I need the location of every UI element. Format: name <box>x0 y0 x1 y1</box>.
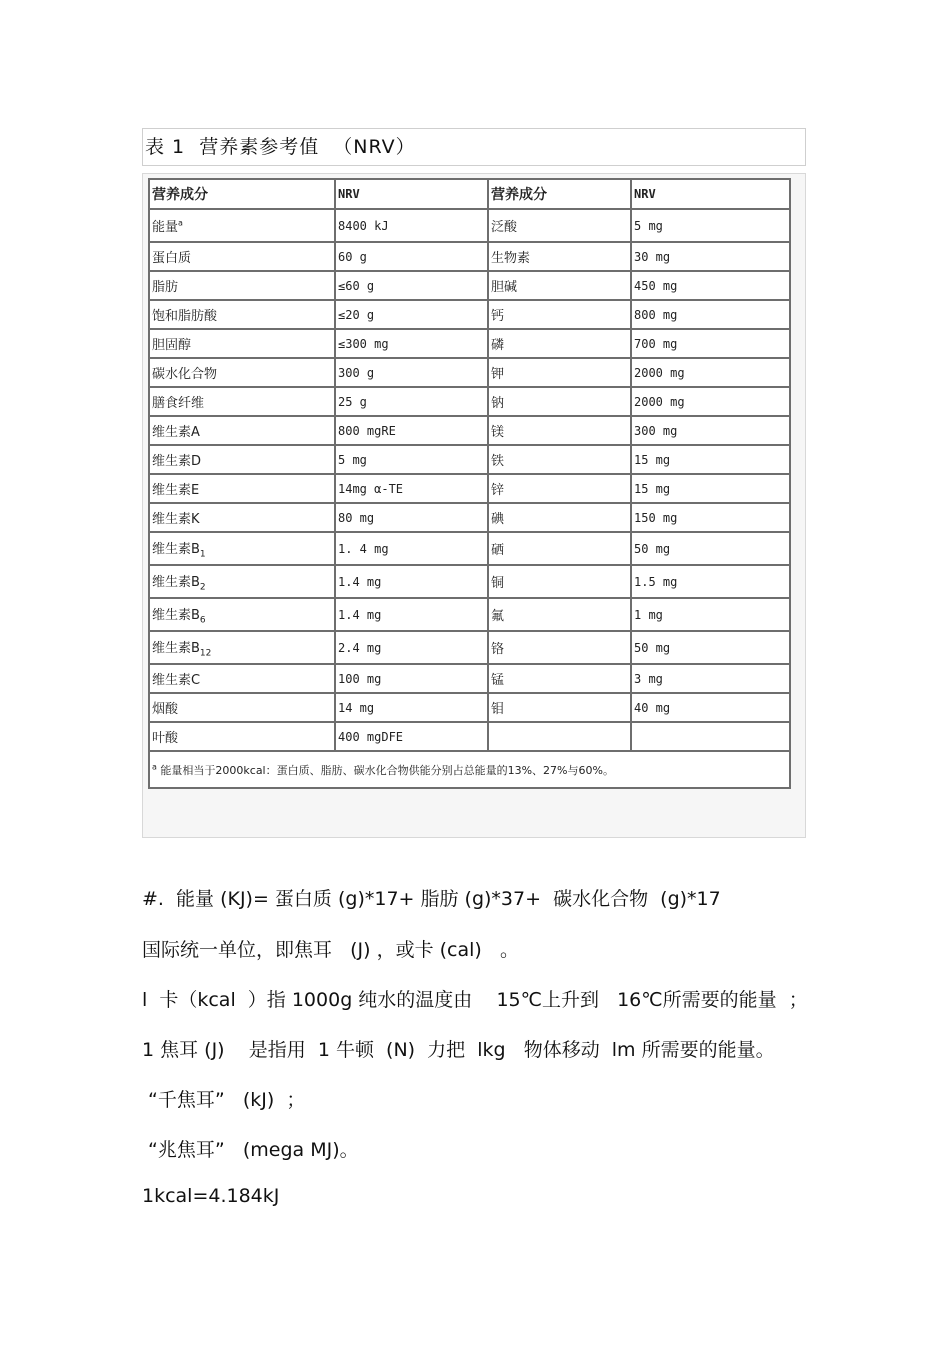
nutrient-cell <box>149 416 335 445</box>
nrv-table <box>148 178 791 789</box>
nutrient-name: 叶酸 <box>152 731 179 746</box>
nutrient-cell <box>149 722 335 751</box>
vitamin-subscript: 1 <box>199 549 206 560</box>
nutrient-cell: 磷 <box>488 329 631 358</box>
nutrient-cell <box>149 664 335 693</box>
kcal-definition: l 卡（kcal ）指 1000g 纯水的温度由 15℃上升到 16℃所需要的能量 ； <box>142 989 808 1011</box>
table-row <box>149 416 790 445</box>
nutrient-cell <box>149 329 335 358</box>
nutrient-cell <box>488 722 631 751</box>
nutrient-cell: 镁 <box>488 416 631 445</box>
table-row <box>149 445 790 474</box>
nrv-value-cell: 15 mg <box>631 445 790 474</box>
nrv-value-cell: 1 mg <box>631 598 790 631</box>
nrv-value-cell: 15 mg <box>631 474 790 503</box>
table-row <box>149 300 790 329</box>
nutrient-cell <box>149 503 335 532</box>
nutrient-name: 烟酸 <box>152 702 179 717</box>
nutrient-cell <box>149 693 335 722</box>
nrv-value-cell: 400 mgDFE <box>335 722 488 751</box>
nrv-value-cell: ≤60 g <box>335 271 488 300</box>
nutrient-name: 能量 <box>152 220 179 235</box>
nutrient-cell <box>149 532 335 565</box>
table-caption-box <box>142 128 806 166</box>
nutrient-name: 膳食纤维 <box>152 396 205 411</box>
nutrient-cell: 硒 <box>488 532 631 565</box>
nutrient-cell <box>149 445 335 474</box>
nrv-value-cell: ≤20 g <box>335 300 488 329</box>
nutrient-cell <box>149 631 335 664</box>
nrv-value-cell: 1. 4 mg <box>335 532 488 565</box>
nutrient-cell <box>149 242 335 271</box>
nutrient-cell: 钙 <box>488 300 631 329</box>
table-row <box>149 722 790 751</box>
nutrient-name: 饱和脂肪酸 <box>152 309 218 324</box>
nutrient-name: 维生素D <box>152 454 202 469</box>
nrv-value-cell: 3 mg <box>631 664 790 693</box>
nutrient-cell: 锌 <box>488 474 631 503</box>
vitamin-subscript: 12 <box>199 648 212 659</box>
nutrient-cell <box>149 598 335 631</box>
kilojoule-line: “千焦耳” (kJ) ； <box>142 1089 306 1111</box>
nrv-value-cell: 700 mg <box>631 329 790 358</box>
nrv-value-cell: 2000 mg <box>631 358 790 387</box>
nutrient-cell: 铜 <box>488 565 631 598</box>
table-row <box>149 271 790 300</box>
nrv-value-cell: 1.4 mg <box>335 598 488 631</box>
nrv-value-cell: 2000 mg <box>631 387 790 416</box>
table-row <box>149 329 790 358</box>
nrv-value-cell: 100 mg <box>335 664 488 693</box>
nutrient-cell: 胆碱 <box>488 271 631 300</box>
nrv-value-cell: 300 g <box>335 358 488 387</box>
megajoule-line: “兆焦耳” (mega MJ)。 <box>142 1139 359 1161</box>
nutrient-name: 维生素B <box>152 607 200 623</box>
nutrient-cell <box>149 300 335 329</box>
nutrient-cell: 钼 <box>488 693 631 722</box>
vitamin-subscript: 6 <box>199 615 206 626</box>
table-row <box>149 532 790 565</box>
nutrient-name: 维生素B <box>152 640 200 656</box>
nrv-value-cell: 50 mg <box>631 532 790 565</box>
nutrient-name: 维生素A <box>152 425 200 440</box>
nutrient-cell <box>149 209 335 242</box>
table-row <box>149 387 790 416</box>
nutrient-cell <box>149 387 335 416</box>
nrv-value-cell: 80 mg <box>335 503 488 532</box>
nutrient-name: 维生素B <box>152 574 200 590</box>
table-row <box>149 358 790 387</box>
table-row <box>149 631 790 664</box>
header-nrv-2: NRV <box>631 179 790 209</box>
conversion-line: 1kcal=4.184kJ <box>142 1185 280 1207</box>
nutrient-name: 碳水化合物 <box>152 367 218 382</box>
nutrient-name: 维生素C <box>152 673 201 688</box>
nrv-value-cell: 50 mg <box>631 631 790 664</box>
nrv-value-cell: 800 mg <box>631 300 790 329</box>
nutrient-cell <box>149 358 335 387</box>
nutrient-cell: 铬 <box>488 631 631 664</box>
nutrient-name: 蛋白质 <box>152 251 192 266</box>
table-row <box>149 503 790 532</box>
nutrient-cell: 钠 <box>488 387 631 416</box>
nutrient-cell: 锰 <box>488 664 631 693</box>
nutrient-cell <box>149 565 335 598</box>
nrv-value-cell: ≤300 mg <box>335 329 488 358</box>
table-row <box>149 664 790 693</box>
nrv-value-cell: 2.4 mg <box>335 631 488 664</box>
nrv-value-cell: 30 mg <box>631 242 790 271</box>
table-row <box>149 693 790 722</box>
nrv-value-cell: 14mg α-TE <box>335 474 488 503</box>
vitamin-subscript: 2 <box>199 582 206 593</box>
nrv-value-cell: 1.5 mg <box>631 565 790 598</box>
nrv-value-cell: 150 mg <box>631 503 790 532</box>
table-row <box>149 474 790 503</box>
header-nrv-1: NRV <box>335 179 488 209</box>
table-row <box>149 209 790 242</box>
nutrient-name: 维生素B <box>152 541 200 557</box>
nutrient-name: 维生素E <box>152 483 200 498</box>
nrv-value-cell: 1.4 mg <box>335 565 488 598</box>
footnote-marker: a <box>152 761 157 771</box>
nrv-value-cell: 60 g <box>335 242 488 271</box>
nrv-value-cell: 40 mg <box>631 693 790 722</box>
nrv-value-cell: 8400 kJ <box>335 209 488 242</box>
nrv-value-cell <box>631 722 790 751</box>
header-nutrient-1: 营养成分 <box>149 179 335 209</box>
nutrient-cell: 泛酸 <box>488 209 631 242</box>
footnote-cell <box>149 751 790 788</box>
nutrient-cell: 钾 <box>488 358 631 387</box>
table-header-row <box>149 179 790 209</box>
footnote-text: 能量相当于2000kcal：蛋白质、脂肪、碳水化合物供能分别占总能量的13%、27%与60%。 <box>156 763 614 777</box>
nutrient-name: 维生素K <box>152 512 200 527</box>
nrv-value-cell: 25 g <box>335 387 488 416</box>
nrv-value-cell: 5 mg <box>631 209 790 242</box>
table-caption: 表 1 营养素参考值 （NRV） <box>145 136 416 158</box>
nrv-value-cell: 14 mg <box>335 693 488 722</box>
nutrient-cell: 碘 <box>488 503 631 532</box>
header-nutrient-2: 营养成分 <box>488 179 631 209</box>
nrv-value-cell: 5 mg <box>335 445 488 474</box>
nrv-value-cell: 450 mg <box>631 271 790 300</box>
joule-definition: 1 焦耳 (J) 是指用 1 牛顿 (N) 力把 lkg 物体移动 lm 所需要的能量。 <box>142 1039 775 1061</box>
nutrient-cell <box>149 474 335 503</box>
nutrient-cell: 生物素 <box>488 242 631 271</box>
nutrient-name: 脂肪 <box>152 280 179 295</box>
table-row <box>149 242 790 271</box>
energy-formula: #. 能量 (KJ)= 蛋白质 (g)*17+ 脂肪 (g)*37+ 碳水化合物 (g)*17 <box>142 888 721 910</box>
footnote-row <box>149 751 790 788</box>
nutrient-cell: 铁 <box>488 445 631 474</box>
table-row <box>149 565 790 598</box>
footnote-marker: a <box>178 218 183 228</box>
nutrient-cell: 氟 <box>488 598 631 631</box>
table-row <box>149 598 790 631</box>
nrv-value-cell: 300 mg <box>631 416 790 445</box>
unit-definition: 国际统一单位，即焦耳 (J) ，或卡 (cal) 。 <box>142 939 519 961</box>
nutrient-name: 胆固醇 <box>152 338 192 353</box>
nrv-value-cell: 800 mgRE <box>335 416 488 445</box>
nutrient-cell <box>149 271 335 300</box>
